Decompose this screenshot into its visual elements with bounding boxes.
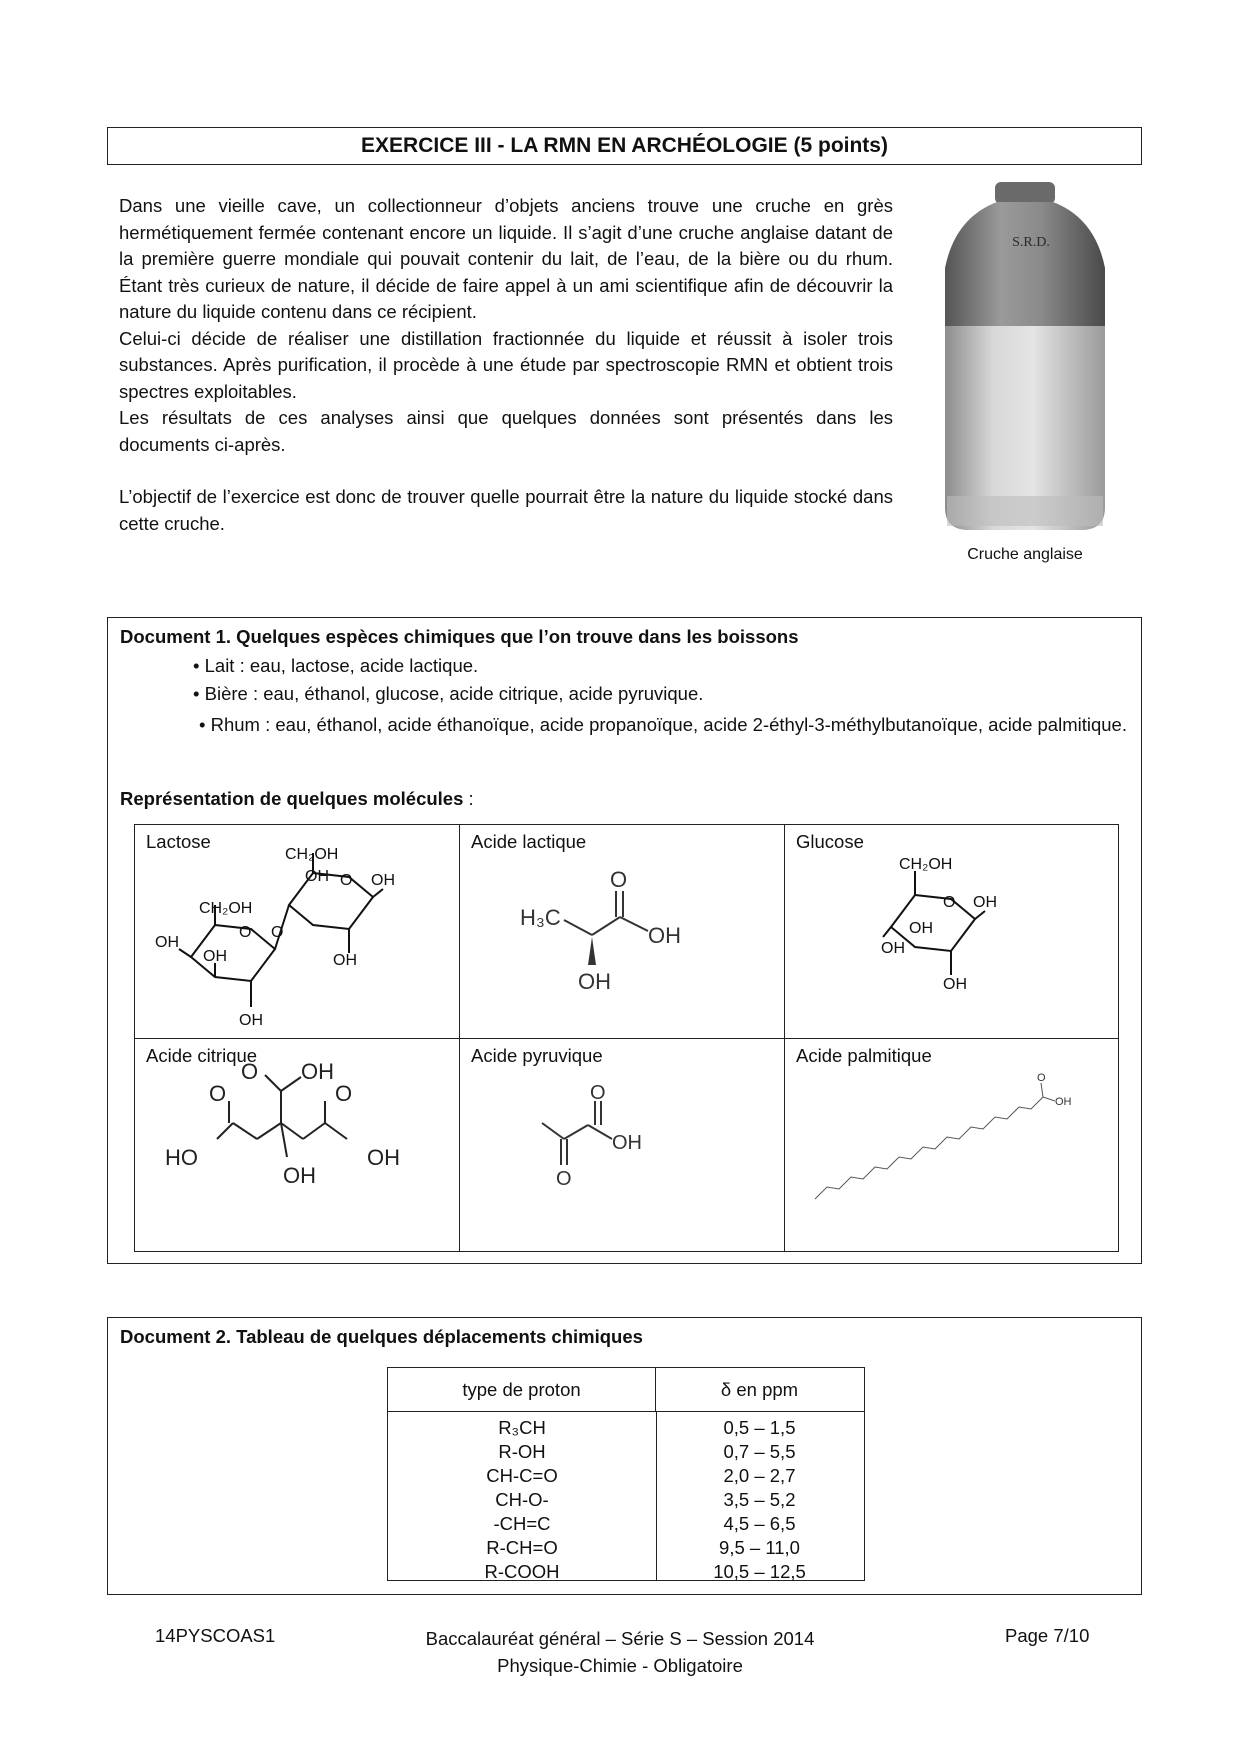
bond	[265, 1075, 281, 1091]
exam-info	[370, 1625, 870, 1679]
lactic-acid-structure	[460, 825, 785, 1039]
atom-label: O	[340, 872, 353, 889]
atom-label: OH	[333, 952, 357, 969]
delta-range: 4,5 – 6,5	[723, 1513, 796, 1534]
exam-code: 14PYSCOAS1	[155, 1625, 276, 1646]
atom-label: CH₂OH	[899, 856, 953, 873]
bond	[542, 1123, 564, 1139]
delta-range: 10,5 – 12,5	[713, 1561, 806, 1582]
atom-label: OH	[305, 868, 329, 885]
document-2-title: Document 2. Tableau de quelques déplacements chimiques	[120, 1326, 643, 1347]
intro-paragraph-3: Les résultats de ces analyses ainsi que quelques données sont présentés dans les documents ci-après.	[119, 407, 893, 455]
cell-glucose	[785, 825, 1118, 1039]
cell-lactose	[135, 825, 460, 1039]
proton-type: -CH=C	[493, 1513, 551, 1534]
bond	[564, 1125, 588, 1139]
intro-paragraph-4: L’objectif de l’exercice est donc de trouver quelle pourrait être la nature du liquide stocké dans cette cruche.	[119, 486, 893, 534]
table-body	[388, 1416, 864, 1584]
bond	[281, 1077, 301, 1091]
bond	[1041, 1083, 1043, 1097]
delta-range: 0,7 – 5,5	[723, 1441, 796, 1462]
atom-label: OH	[943, 976, 967, 993]
atom-label: OH	[909, 920, 933, 937]
glucose-structure	[785, 825, 1109, 1039]
table-row	[388, 1440, 864, 1464]
exam-line-2: Physique-Chimie - Obligatoire	[497, 1655, 743, 1676]
delta-range: 9,5 – 11,0	[719, 1537, 800, 1558]
image-caption: Cruche anglaise	[967, 546, 1083, 563]
atom-label: OH	[283, 1163, 316, 1188]
intro-text	[119, 193, 893, 537]
atom-label: HO	[165, 1145, 198, 1170]
atom-label: H₃C	[520, 905, 561, 930]
bond	[303, 1123, 325, 1139]
atom-label: OH	[155, 934, 179, 951]
atom-label: O	[209, 1081, 227, 1106]
molecule-name: Acide citrique	[146, 1045, 258, 1066]
bond	[257, 1123, 281, 1139]
proton-type: CH-C=O	[486, 1465, 558, 1486]
atom-label: O	[556, 1168, 572, 1190]
representation-label-colon: :	[463, 788, 474, 809]
document-2	[107, 1317, 1142, 1595]
intro-paragraph-2: Celui-ci décide de réaliser une distillation fractionnée du liquide et réussit à isoler trois substances. Après purification, il procède à une étude par spectroscopie RMN et obtient trois spectres exploitables.	[119, 327, 893, 402]
document-1	[107, 617, 1142, 1264]
atom-label: O	[610, 867, 628, 892]
bond	[1043, 1097, 1055, 1101]
atom-label: O	[241, 1059, 259, 1084]
atom-label: O	[335, 1081, 353, 1106]
atom-label: OH	[239, 1012, 263, 1029]
proton-type: R₃CH	[498, 1417, 546, 1438]
proton-type: R-COOH	[484, 1561, 560, 1582]
proton-type: CH-O-	[495, 1489, 549, 1510]
exam-line-1: Baccalauréat général – Série S – Session 2014	[425, 1628, 815, 1649]
jug-stamp: S.R.D.	[1012, 235, 1050, 250]
bond	[373, 889, 383, 897]
atom-label: OH	[881, 940, 905, 957]
bullet-lait: • Lait : eau, lactose, acide lactique.	[193, 655, 479, 676]
molecule-name: Glucose	[796, 831, 864, 852]
atom-label: OH	[203, 948, 227, 965]
delta-range: 3,5 – 5,2	[723, 1489, 796, 1510]
atom-label: O	[590, 1082, 606, 1104]
pyruvic-acid-structure	[460, 1039, 785, 1253]
carbon-chain	[815, 1097, 1043, 1199]
representation-label-bold: Représentation de quelques molécules	[120, 788, 464, 809]
exercise-title: EXERCICE III - LA RMN EN ARCHÉOLOGIE (5 points)	[107, 127, 1142, 165]
atom-label: CH₂OH	[199, 900, 253, 917]
atom-label: OH	[612, 1132, 642, 1154]
cell-acide-citrique	[135, 1039, 460, 1251]
bond	[281, 1123, 287, 1157]
atom-label: O	[1037, 1072, 1046, 1084]
atom-label: OH	[648, 923, 681, 948]
jug-base-band	[947, 496, 1103, 526]
intro-paragraph-1: Dans une vieille cave, un collectionneur d’objets anciens trouve une cruche en grès hermétiquement fermée contenant encore un liquide. Il s’agit d’une cruche anglaise datant de la première guerre mondiale qui pouvait contenir du lait, de l’eau, de la bière ou du rhum. Étant très curieux de nature, il décide de faire appel à un ami scientifique afin de découvrir la nature du liquide contenu dans ce récipient.	[119, 195, 893, 322]
table-row	[388, 1416, 864, 1440]
delta-range: 0,5 – 1,5	[723, 1417, 796, 1438]
jug-neck	[995, 182, 1055, 204]
wedge-bond	[588, 937, 596, 965]
palmitic-acid-structure	[785, 1039, 1109, 1253]
atom-label: OH	[578, 969, 611, 994]
bond	[588, 1125, 612, 1139]
chemical-shift-table	[387, 1367, 865, 1581]
atom-label: OH	[367, 1145, 400, 1170]
table-row	[388, 1464, 864, 1488]
cell-acide-lactique	[460, 825, 785, 1039]
bullet-rhum: • Rhum : eau, éthanol, acide éthanoïque, acide propanoïque, acide 2-éthyl-3-méthylbutanoïque, acide palmitique.	[199, 714, 1127, 735]
delta-range: 2,0 – 2,7	[723, 1465, 796, 1486]
bond	[564, 920, 592, 935]
proton-type: R-CH=O	[486, 1537, 558, 1558]
molecule-name: Acide palmitique	[796, 1045, 932, 1066]
molecule-name: Lactose	[146, 831, 211, 852]
molecule-name: Acide pyruvique	[471, 1045, 603, 1066]
header-delta: δ en ppm	[720, 1379, 799, 1400]
cell-acide-palmitique	[785, 1039, 1118, 1251]
lactose-ring-2	[289, 873, 373, 929]
table-row	[388, 1536, 864, 1560]
atom-label: OH	[301, 1059, 334, 1084]
bond	[620, 917, 648, 931]
representation-label	[120, 788, 474, 810]
bond	[883, 927, 891, 937]
bond	[592, 917, 620, 935]
document-1-title: Document 1. Quelques espèces chimiques que l’on trouve dans les boissons	[120, 626, 799, 647]
bond	[975, 911, 985, 919]
bond	[325, 1123, 347, 1139]
molecule-table	[134, 824, 1119, 1252]
molecule-name: Acide lactique	[471, 831, 587, 852]
atom-label: CH₂OH	[285, 846, 339, 863]
citric-acid-structure	[135, 1039, 460, 1253]
page-number: Page 7/10	[1005, 1625, 1090, 1646]
proton-type: R-OH	[498, 1441, 546, 1462]
bullet-biere: • Bière : eau, éthanol, glucose, acide citrique, acide pyruvique.	[193, 683, 704, 704]
atom-label: OH	[1055, 1096, 1072, 1108]
atom-label: OH	[371, 872, 395, 889]
table-row	[388, 1560, 864, 1584]
bond	[179, 949, 191, 957]
jug-shoulder	[945, 202, 1105, 328]
bond	[233, 1123, 257, 1139]
table-row	[388, 1512, 864, 1536]
stoneware-jug-photo	[935, 178, 1115, 536]
header-proton-type: type de proton	[388, 1368, 656, 1412]
atom-label: O	[943, 894, 956, 911]
lactose-structure	[135, 825, 460, 1039]
cell-acide-pyruvique	[460, 1039, 785, 1251]
table-row	[388, 1488, 864, 1512]
atom-label: O	[271, 924, 284, 941]
table-header	[388, 1368, 864, 1412]
atom-label: O	[239, 924, 252, 941]
bond	[217, 1123, 233, 1139]
atom-label: OH	[973, 894, 997, 911]
